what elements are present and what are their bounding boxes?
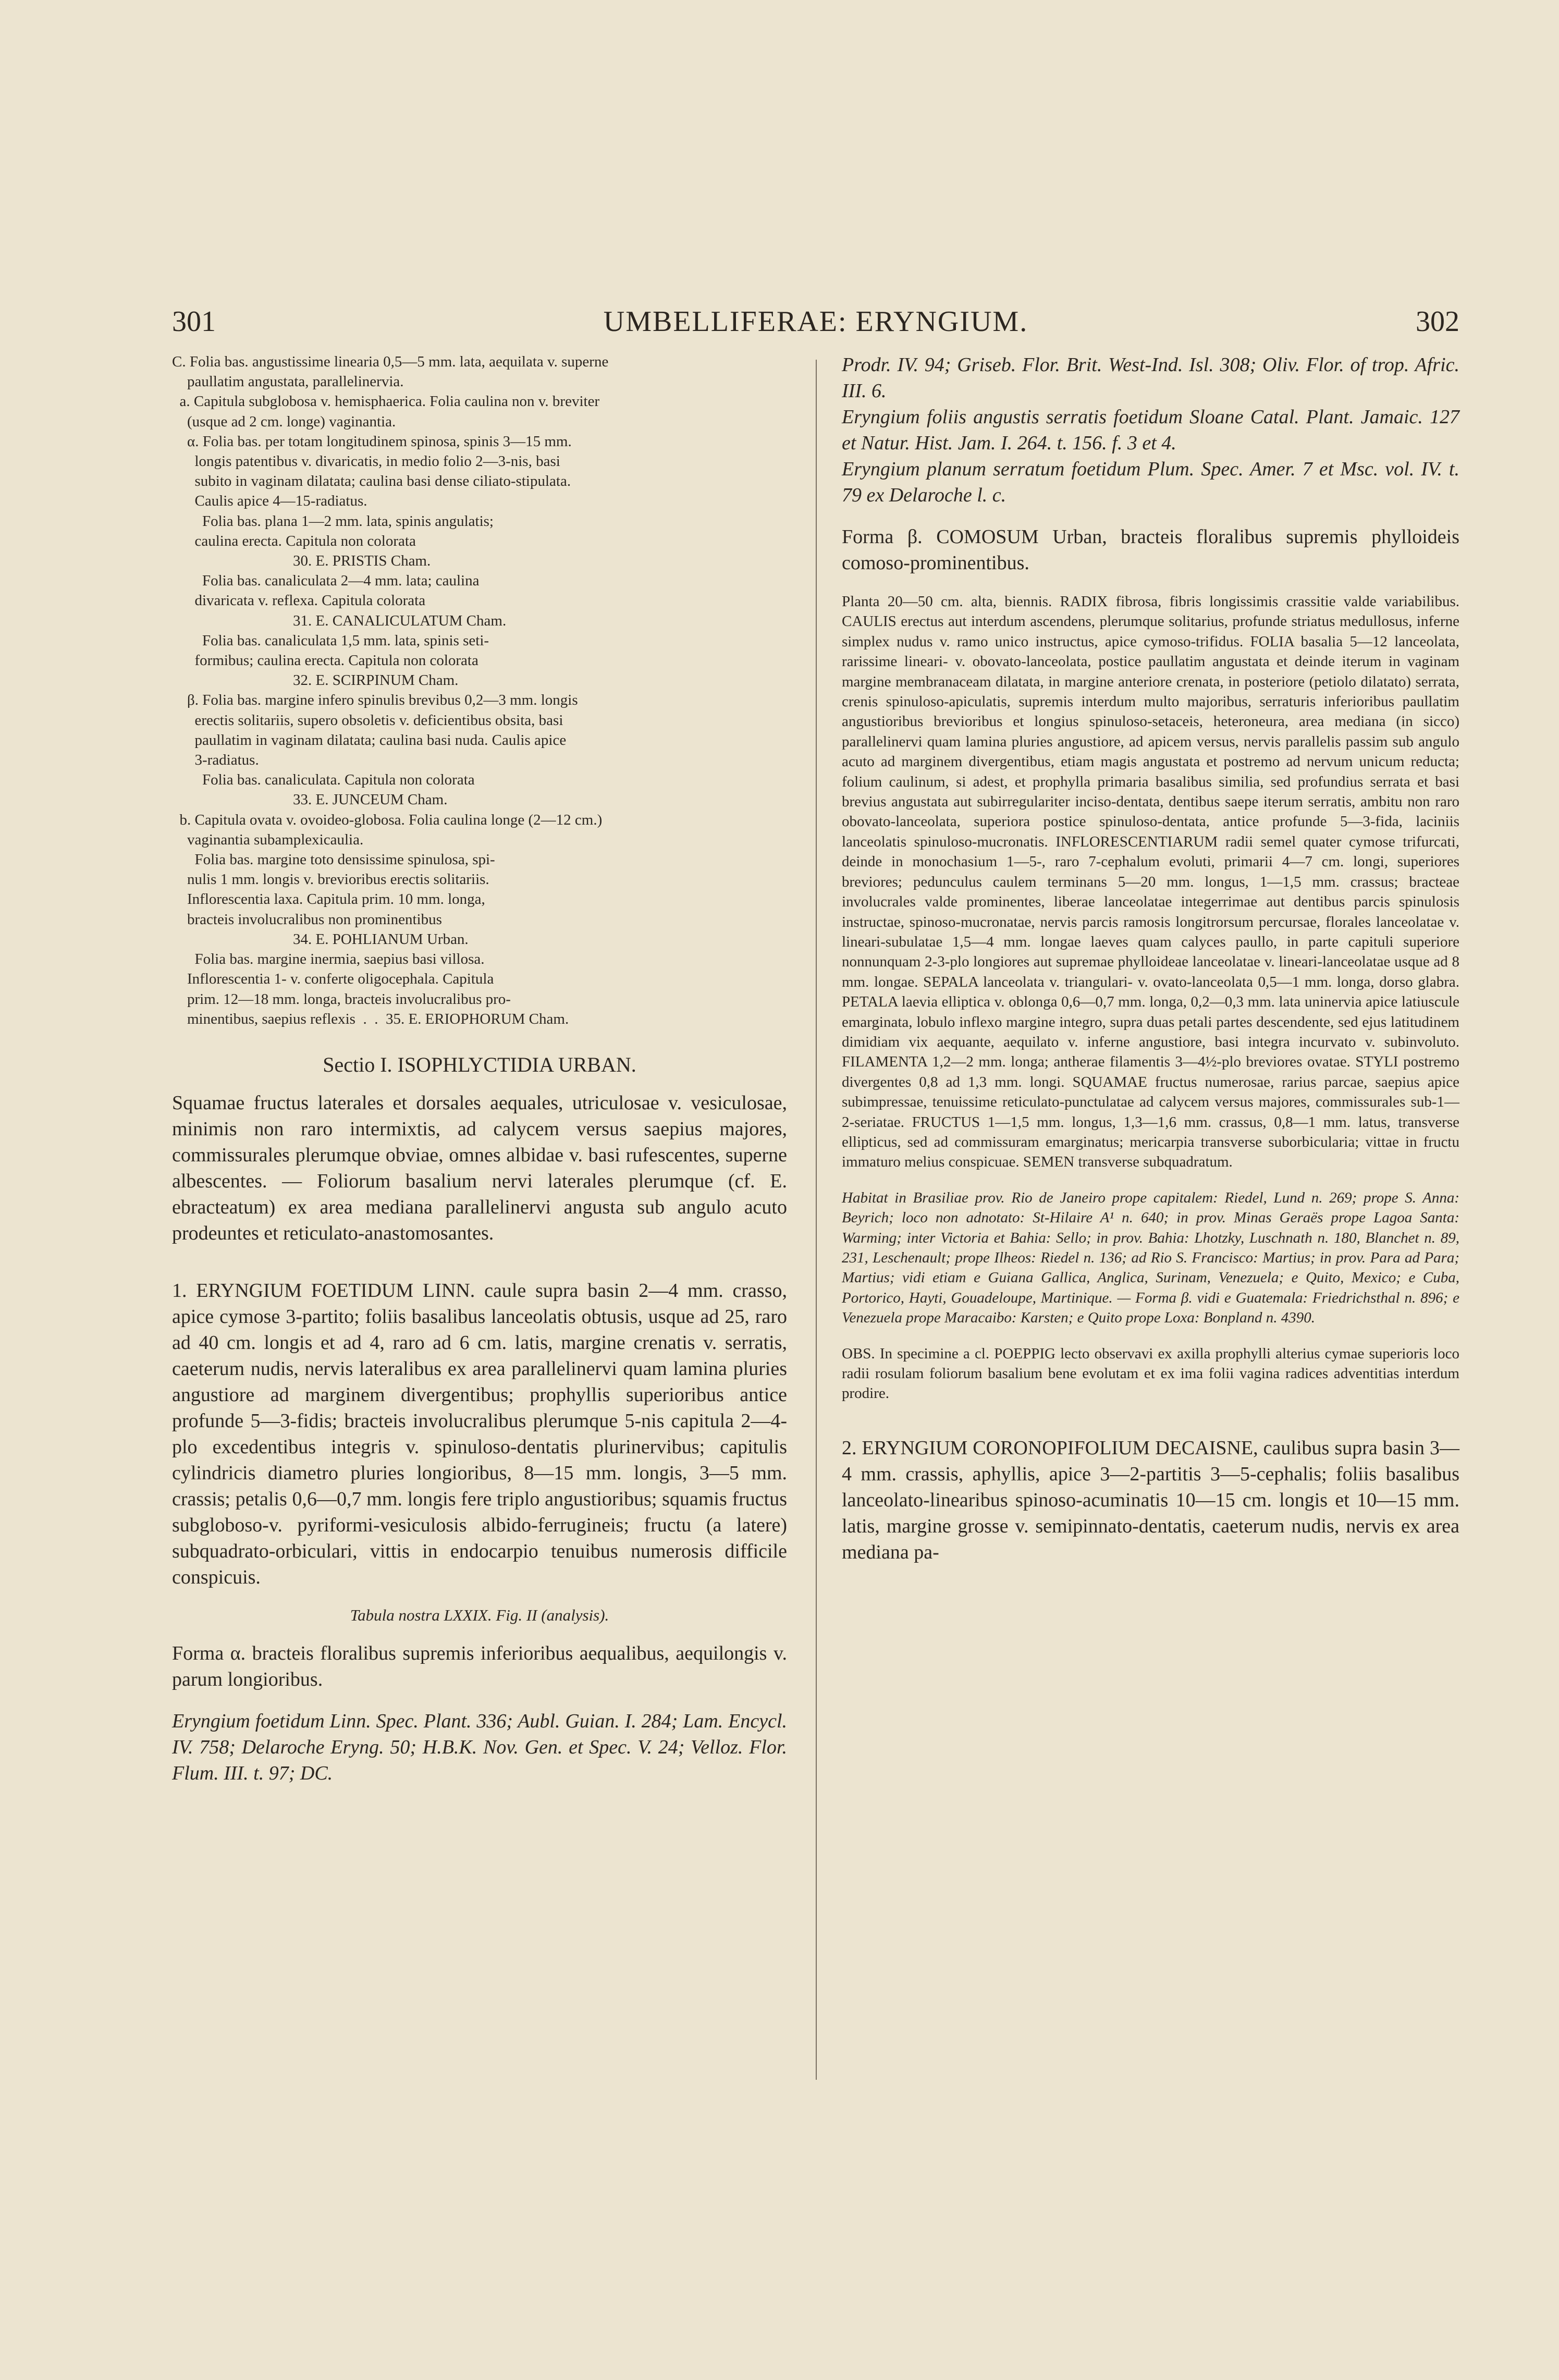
key-line: α. Folia bas. per totam longitudinem spinosa, spinis 3—15 mm. (172, 433, 572, 450)
synonyms-continued: Prodr. IV. 94; Griseb. Flor. Brit. West-Ind. Isl. 308; Oliv. Flor. of trop. Afric. III. 6. (842, 354, 1459, 402)
section-description: Squamae fructus laterales et dorsales aequales, utriculosae v. vesiculosae, minimis non raro intermixtis, ad calycem versus saepius majores, commissurales plerumque obviae, omnes albidae v. basi rufescentes, superne albescentes. — Foliorum basalium nervi laterales plerumque (cf. E. ebracteatum) ex area mediana parallelinervi angusta sub angulo acuto prodeuntes et reticulato-anastomosantes. (172, 1091, 787, 1244)
running-title: UMBELLIFERAE: ERYNGIUM. (603, 305, 1028, 338)
right-column (842, 352, 1459, 1565)
key-line: prim. 12—18 mm. longa, bracteis involucralibus pro- (172, 990, 511, 1008)
key-line: minentibus, saepius reflexis . . 35. E. ERIOPHORUM Cham. (172, 1010, 569, 1027)
key-line: erectis solitariis, supero obsoletis v. deficientibus obsita, basi (172, 711, 563, 729)
key-line: 33. E. JUNCEUM Cham. (172, 791, 448, 808)
key-line: Folia bas. plana 1—2 mm. lata, spinis angulatis; (172, 512, 494, 530)
key-line: b. Capitula ovata v. ovoideo-globosa. Folia caulina longe (2—12 cm.) (172, 811, 603, 828)
key-line: 3-radiatus. (172, 752, 259, 769)
key-line: longis patentibus v. divaricatis, in medio folio 2—3-nis, basi (172, 453, 560, 470)
synonym-plum: Eryngium planum serratum foetidum Plum. Spec. Amer. 7 et Msc. vol. IV. t. 79 ex Delaroche l. c. (842, 458, 1459, 506)
key-line: formibus; caulina erecta. Capitula non colorata (172, 652, 478, 669)
key-line: β. Folia bas. margine infero spinulis brevibus 0,2—3 mm. longis (172, 692, 578, 709)
species-key (172, 352, 787, 1029)
key-line: Inflorescentia laxa. Capitula prim. 10 mm. longa, (172, 891, 485, 908)
key-line: Folia bas. canaliculata 2—4 mm. lata; caulina (172, 572, 480, 590)
page-number-right: 302 (1416, 305, 1459, 338)
key-line: nulis 1 mm. longis v. brevioribus erectis solitariis. (172, 871, 489, 888)
key-line: (usque ad 2 cm. longe) vaginantia. (172, 413, 396, 430)
key-line: bracteis involucralibus non prominentibus (172, 911, 442, 928)
key-line: C. Folia bas. angustissime linearia 0,5—5 mm. lata, aequilata v. superne (172, 353, 609, 370)
left-column (172, 352, 787, 1786)
key-line: 30. E. PRISTIS Cham. (172, 553, 431, 570)
forma-alpha: Forma α. bracteis floralibus supremis inferioribus aequalibus, aequilongis v. parum longioribus. (172, 1642, 787, 1690)
synonyms-left: Eryngium foetidum Linn. Spec. Plant. 336; Aubl. Guian. I. 284; Lam. Encycl. IV. 758; Delaroche Eryng. 50; H.B.K. Nov. Gen. et Spec. V. 24; Velloz. Flor. Flum. III. t. 97; DC. (172, 1710, 787, 1784)
key-line: 34. E. POHLIANUM Urban. (172, 930, 469, 948)
key-line: caulina erecta. Capitula non colorata (172, 532, 416, 549)
key-line: subito in vaginam dilatata; caulina basi dense ciliato-stipulata. (172, 473, 571, 490)
key-line: 32. E. SCIRPINUM Cham. (172, 672, 459, 689)
key-line: Folia bas. canaliculata. Capitula non colorata (172, 771, 475, 789)
key-line: paullatim in vaginam dilatata; caulina basi nuda. Caulis apice (172, 731, 567, 749)
page-number-left: 301 (172, 305, 216, 338)
key-line: Folia bas. margine inermia, saepius basi villosa. (172, 951, 485, 968)
key-line: Folia bas. margine toto densissime spinulosa, spi- (172, 851, 495, 868)
species-2-description: 2. ERYNGIUM CORONOPIFOLIUM DECAISNE, caulibus supra basin 3—4 mm. crassis, aphyllis, apice 3—2-partitis 3—5-cephalis; foliis basalibus lanceolato-linearibus spinoso-acuminatis 10—15 cm. longis et 10—15 mm. latis, margine grosse v. semipinnato-dentatis, caeterum nudis, nervis ex area mediana pa- (842, 1437, 1459, 1563)
key-line: Inflorescentia 1- v. conferte oligocephala. Capitula (172, 971, 494, 988)
key-line: vaginantia subamplexicaulia. (172, 831, 364, 848)
observation-note: OBS. In specimine a cl. POEPPIG lecto observavi ex axilla prophylli alterius cymae superioris loco radii rosulam foliorum basalium bene evolutam et ex ima folii vagina radices adventitias interdum prodire. (842, 1345, 1459, 1402)
morphological-description: Planta 20—50 cm. alta, biennis. RADIX fibrosa, fibris longissimis crassitie valde variabilibus. CAULIS erectus aut interdum ascendens, plerumque solitarius, profunde striatus medullosus, inferne simplex nudus v. ramo unico instructus, apice cymoso-trifidus. FOLIA basalia 5—12 lanceolata, rarissime lineari- v. obovato-lanceolata, postice paullatim angustata et deinde iterum in vaginam margine membranaceam dilatata, in margine anteriore crenata, in posteriore (petiolo dilatato) serrata, crenis spinuloso-apiculatis, supremis interdum multo majoribus, serraturis inferioribus paullatim angustioribus brevioribus et longius spinuloso-setaceis, heteroneura, area mediana (in sicco) parallelinervi quam lamina pluries angustiore, ad apicem versus, nervis parallelis passim sub angulo acuto ad marginem divergentibus, etiam magis angustata et postremo ad nervum unicum reducta; folium caulinum, si adest, et prophylla primaria basalibus similia, sed profundius serrata et basi brevius angustata aut subirregulariter inciso-dentata, dentibus saepe iterum serratis, ambitu non raro obovato-lanceolata, superiora postice spinuloso-dentata, antice profunde 5—3-fida, laciniis lanceolatis spinuloso-mucronatis. INFLORESCENTIARUM radii semel quater cymose trifurcati, deinde in monochasium 1—5-, raro 7-cephalum evoluti, primarii 4—7 cm. longi, superiores breviores; pedunculus caulem terminans 5—20 mm. longus, 1—1,5 mm. crassus; bracteae involucrales valde prominentes, liberae lanceolatae integerrimae aut dentibus parcis spinulosis instructae, spinoso-mucronatae, nervis parcis ramosis longitrorsum percursae, florales lanceolatae v. lineari-subulatae 1,5—4 mm. longae laeves quam calyces paullo, in parte capituli superiore nonnunquam 2-3-plo longiores aut supremae phylloideae lanceolatae v. lineari-lanceolatae usque ad 8 mm. longae. SEPALA lanceolata v. triangulari- v. ovato-lanceolata 0,5—1 mm. longa, dorso glabra. PETALA laevia elliptica v. oblonga 0,6—0,7 mm. longa, 0,2—0,3 mm. lata uninervia apice latiuscule emarginata, lobulo inflexo margine integro, supra duas petali partes descendente, sed ejus latitudinem dimidiam vix aequante, aequilato v. inferne angustiore, basi integra incurvato v. subinvoluto. FILAMENTA 1,2—2 mm. longa; antherae filamentis 3—4½-plo breviores ovatae. STYLI postremo divergentes 0,8 ad 1,3 mm. longi. SQUAMAE fructus numerosae, rarius parcae, saepius apice subimpressae, tenuissime reticulato-punctulatae ad calycem versus majores, commissurales sub-1—2-seriatae. FRUCTUS 1—1,5 mm. longus, 1,3—1,6 mm. crassus, 0,8—1 mm. latus, transverse ellipticus, sed ad commissuram emarginatus; mericarpia transverse suborbicularia; vittae in fructu immaturo melius conspicuae. SEMEN transverse subquadratum. (842, 593, 1459, 1171)
forma-beta: Forma β. COMOSUM Urban, bracteis floralibus supremis phylloideis comoso-prominentibus. (842, 526, 1459, 574)
synonym-sloane: Eryngium foliis angustis serratis foetidum Sloane Catal. Plant. Jamaic. 127 et Natur. Hist. Jam. I. 264. t. 156. f. 3 et 4. (842, 406, 1459, 454)
column-divider (816, 360, 817, 2080)
key-line: 31. E. CANALICULATUM Cham. (172, 612, 507, 629)
section-title: Sectio I. ISOPHLYCTIDIA URBAN. (323, 1052, 636, 1076)
key-line: Caulis apice 4—15-radiatus. (172, 493, 367, 510)
key-line: divaricata v. reflexa. Capitula colorata (172, 592, 426, 609)
species-1-description: 1. ERYNGIUM FOETIDUM LINN. caule supra basin 2—4 mm. crasso, apice cymose 3-partito; foliis basalibus lanceolatis obtusis, usque ad 25, raro ad 40 cm. longis et ad 4, raro ad 6 cm. latis, margine crenatis v. serratis, caeterum nudis, nervis lateralibus ex area parallelinervi quam lamina pluries angustiore ad marginem divergentibus; prophyllis superioribus antice profunde 5—3-fidis; bracteis involucralibus plerumque 5-nis capitula 2—4-plo excedentibus integris v. spinuloso-dentatis plurinervibus; capitulis cylindricis diametro pluries longioribus, 8—15 mm. longis, 3—5 mm. crassis; petalis 0,6—0,7 mm. longis fere triplo angustioribus; squamis fructus subgloboso-v. pyriformi-vesiculosis albido-ferrugineis; fructu (a latere) subquadrato-orbiculari, vittis in endocarpio tenuibus numerosis difficile conspicuis. (172, 1279, 787, 1588)
key-line: a. Capitula subglobosa v. hemisphaerica. Folia caulina non v. breviter (172, 393, 600, 410)
figure-reference: Tabula nostra LXXIX. Fig. II (analysis). (350, 1605, 609, 1624)
key-line: paullatim angustata, parallelinervia. (172, 373, 404, 390)
habitat: Habitat in Brasiliae prov. Rio de Janeiro prope capitalem: Riedel, Lund n. 269; prope S. Anna: Beyrich; loco non adnotato: St-Hilaire A¹ n. 640; in prov. Minas Geraës prope Lagoa Santa: Warming; inter Victoria et Bahia: Sello; in prov. Bahia: Lhotzky, Luschnath n. 180, Blanchet n. 89, 231, Leschenault; prope Ilheos: Riedel n. 136; ad Rio S. Francisco: Martius; in prov. Para ad Para; Martius; vidi etiam e Guiana Gallica, Anglica, Surinam, Venezuela; e Quito, Mexico; e Cuba, Portorico, Hayti, Gouadeloupe, Martinique. — Forma β. vidi e Guatemala: Friedrichsthal n. 896; e Venezuela prope Maracaibo: Karsten; e Quito prope Loxa: Bonpland n. 4390. (842, 1189, 1459, 1327)
page-header (172, 305, 1459, 341)
key-line: Folia bas. canaliculata 1,5 mm. lata, spinis seti- (172, 632, 489, 649)
